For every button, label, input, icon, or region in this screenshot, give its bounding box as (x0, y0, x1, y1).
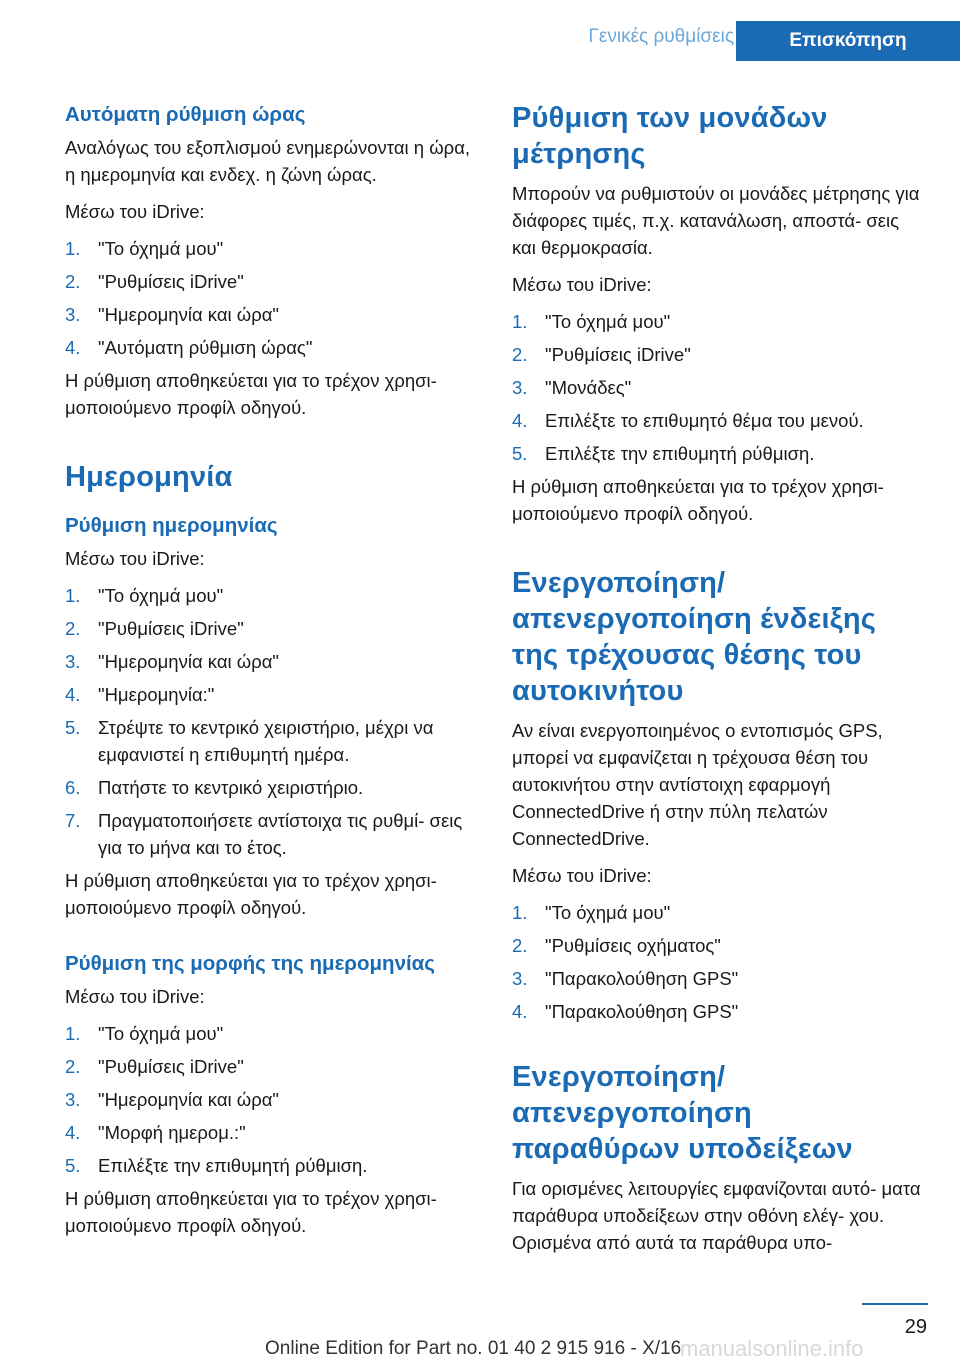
list-item: 4. "Παρακολούθηση GPS" (512, 1001, 739, 1022)
list-item: 3. "Ημερομηνία και ώρα" (65, 1089, 279, 1110)
list-item: 4. "Μορφή ημερομ.:" (65, 1122, 246, 1143)
list-item: 2. "Ρυθμίσεις οχήματος" (512, 935, 721, 956)
via-idrive-label: Μέσω του iDrive: (65, 548, 205, 569)
list-item: 2. "Ρυθμίσεις iDrive" (65, 271, 244, 292)
list-item: 2. "Ρυθμίσεις iDrive" (65, 1056, 244, 1077)
date-format-heading: Ρύθμιση της μορφής της ημερομηνίας (65, 952, 435, 975)
list-item: 2. "Ρυθμίσεις iDrive" (512, 344, 691, 365)
units-heading: Ρύθμιση των μονάδων μέτρησης (512, 102, 828, 170)
right-column (512, 100, 927, 1266)
left-column (65, 100, 477, 1249)
list-item: 1. "Το όχημά μου" (512, 902, 671, 923)
watermark: manualsonline.info (680, 1336, 864, 1361)
list-item: 1. "Το όχημά μου" (65, 585, 224, 606)
page-number: 29 (904, 1316, 927, 1338)
auto-time-text: Αναλόγως του εξοπλισμού ενημερώνονται η ώρα, η ημερομηνία και ενδεχ. η ζώνη ώρας. (65, 137, 471, 185)
via-idrive-label: Μέσω του iDrive: (65, 986, 205, 1007)
saved-note: Η ρύθμιση αποθηκεύεται για το τρέχον χρησι‐ μοποιούμενο προφίλ οδηγού. (65, 870, 437, 918)
list-item: 3. "Μονάδες" (512, 377, 632, 398)
list-item: 2. "Ρυθμίσεις iDrive" (65, 618, 244, 639)
tab-overview[interactable]: Επισκόπηση (736, 21, 960, 61)
list-item: 4. "Ημερομηνία:" (65, 684, 215, 705)
units-steps (512, 308, 927, 467)
popup-heading: Ενεργοποίηση/ απενεργοποίηση παραθύρων υποδείξεων (512, 1061, 853, 1165)
set-date-heading: Ρύθμιση ημερομηνίας (65, 514, 278, 537)
position-steps (512, 899, 927, 1025)
list-item: 5. Στρέψτε το κεντρικό χειριστήριο, μέχρι να εμφανιστεί η επιθυμητή ημέρα. (65, 717, 434, 765)
via-idrive-label: Μέσω του iDrive: (512, 865, 652, 886)
list-item: 4. "Αυτόματη ρύθμιση ώρας" (65, 337, 313, 358)
auto-time-heading: Αυτόματη ρύθμιση ώρας (65, 103, 306, 126)
edition-footer: Online Edition for Part no. 01 40 2 915 916 - X/16 (265, 1338, 682, 1359)
via-idrive-label: Μέσω του iDrive: (65, 201, 205, 222)
list-item: 5. Επιλέξτε την επιθυμητή ρύθμιση. (65, 1155, 368, 1176)
tab-general-settings[interactable]: Γενικές ρυθμίσεις (588, 26, 734, 47)
list-item: 3. "Παρακολούθηση GPS" (512, 968, 739, 989)
popup-text: Για ορισμένες λειτουργίες εμφανίζονται αυτό‐ ματα παράθυρα υποδείξεων στην οθόνη ελέγ‐ χου. Ορισμένα από αυτά τα παράθυρα υπο‐ (512, 1178, 921, 1253)
via-idrive-label: Μέσω του iDrive: (512, 274, 652, 295)
list-item: 5. Επιλέξτε την επιθυμητή ρύθμιση. (512, 443, 815, 464)
date-section-heading: Ημερομηνία (65, 461, 233, 493)
auto-time-steps (65, 235, 477, 361)
date-format-steps (65, 1020, 477, 1179)
position-heading: Ενεργοποίηση/ απενεργοποίηση ένδειξης της τρέχουσας θέσης του αυτοκινήτου (512, 567, 877, 707)
list-item: 7. Πραγματοποιήσετε αντίστοιχα τις ρυθμί‐ σεις για το μήνα και το έτος. (65, 810, 463, 858)
list-item: 1. "Το όχημά μου" (512, 311, 671, 332)
saved-note: Η ρύθμιση αποθηκεύεται για το τρέχον χρησι‐ μοποιούμενο προφίλ οδηγού. (512, 476, 884, 524)
list-item: 4. Επιλέξτε το επιθυμητό θέμα του μενού. (512, 410, 864, 431)
units-text: Μπορούν να ρυθμιστούν οι μονάδες μέτρησης για διάφορες τιμές, π.χ. κατανάλωση, αποστά‐ σεις και θερμοκρασία. (512, 183, 920, 258)
footer-divider (862, 1303, 928, 1305)
saved-note: Η ρύθμιση αποθηκεύεται για το τρέχον χρησι‐ μοποιούμενο προφίλ οδηγού. (65, 370, 437, 418)
list-item: 6. Πατήστε το κεντρικό χειριστήριο. (65, 777, 364, 798)
list-item: 1. "Το όχημά μου" (65, 238, 224, 259)
page-header (0, 0, 960, 62)
list-item: 3. "Ημερομηνία και ώρα" (65, 651, 279, 672)
saved-note: Η ρύθμιση αποθηκεύεται για το τρέχον χρησι‐ μοποιούμενο προφίλ οδηγού. (65, 1188, 437, 1236)
set-date-steps (65, 582, 477, 861)
list-item: 1. "Το όχημά μου" (65, 1023, 224, 1044)
list-item: 3. "Ημερομηνία και ώρα" (65, 304, 279, 325)
position-text: Αν είναι ενεργοποιημένος ο εντοπισμός GPS, μπορεί να εμφανίζεται η τρέχουσα θέση του αυτοκινήτου στην αντίστοιχη εφαρμογή ConnectedDrive ή στην πύλη πελατών ConnectedDrive. (512, 720, 883, 849)
